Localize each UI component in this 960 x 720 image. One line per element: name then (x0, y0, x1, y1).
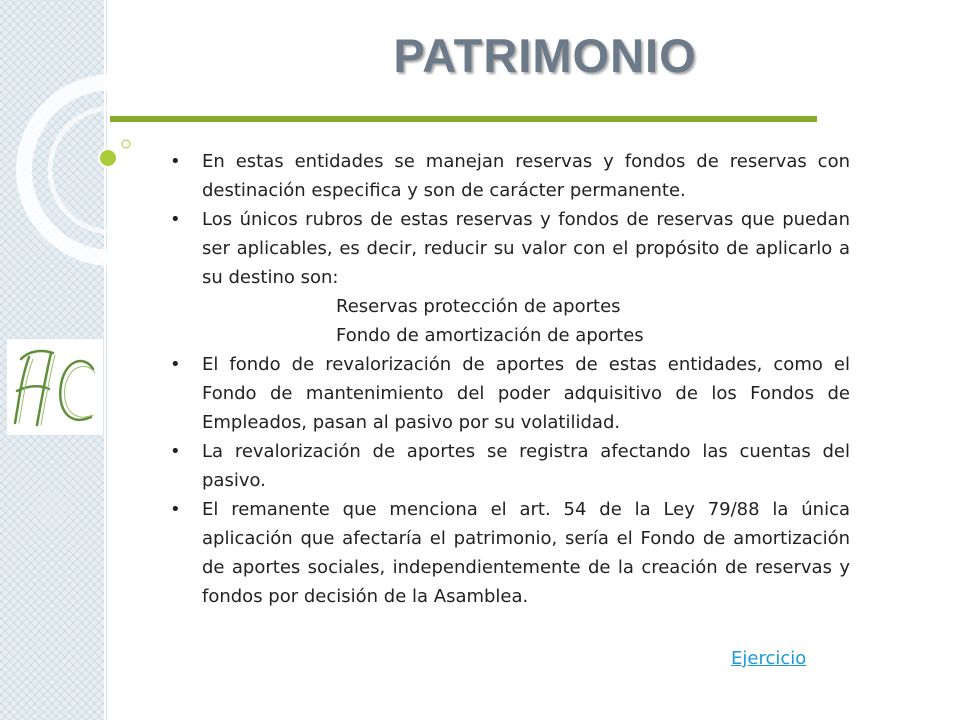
bullet-item (170, 205, 850, 350)
bullet-item (170, 147, 850, 205)
ejercicio-link[interactable]: Ejercicio (731, 648, 807, 669)
bullet-marker: • (170, 354, 181, 375)
bullet-text: Los únicos rubros de estas reservas y fondos de reservas que puedan ser aplicables, es decir, reducir su valor con el propósito de aplicarlo a su destino son: (202, 209, 850, 288)
bullet-item (170, 350, 850, 437)
bullet-text: El fondo de revalorización de aportes de estas entidades, como el Fondo de mantenimiento del poder adquisitivo de los Fondos de Empleados, pasan al pasivo por su volatilidad. (202, 354, 850, 433)
bullet-marker: • (170, 151, 181, 172)
bullet-marker: • (170, 499, 181, 520)
bullet-marker: • (170, 209, 181, 230)
sub-item: Fondo de amortización de aportes (336, 325, 644, 346)
bullet-list (170, 147, 850, 611)
sub-item: Reservas protección de aportes (336, 296, 621, 317)
bullet-text: La revalorización de aportes se registra afectando las cuentas del pasivo. (202, 441, 850, 491)
title-underline (110, 116, 817, 122)
bullet-item (170, 495, 850, 611)
bullet-text: En estas entidades se manejan reservas y fondos de reservas con destinación especifica y son de carácter permanente. (202, 151, 850, 201)
bullet-item (170, 437, 850, 495)
hc-logo (6, 338, 104, 436)
hc-monogram-icon (7, 339, 103, 435)
bullet-text: El remanente que menciona el art. 54 de la Ley 79/88 la única aplicación que afectaría el patrimonio, sería el Fondo de amortización de aportes sociales, independientemente de la creación de reservas y fondos por decisión de la Asamblea. (202, 499, 850, 607)
bullet-marker: • (170, 441, 181, 462)
slide-title: PATRIMONIO (393, 29, 697, 82)
